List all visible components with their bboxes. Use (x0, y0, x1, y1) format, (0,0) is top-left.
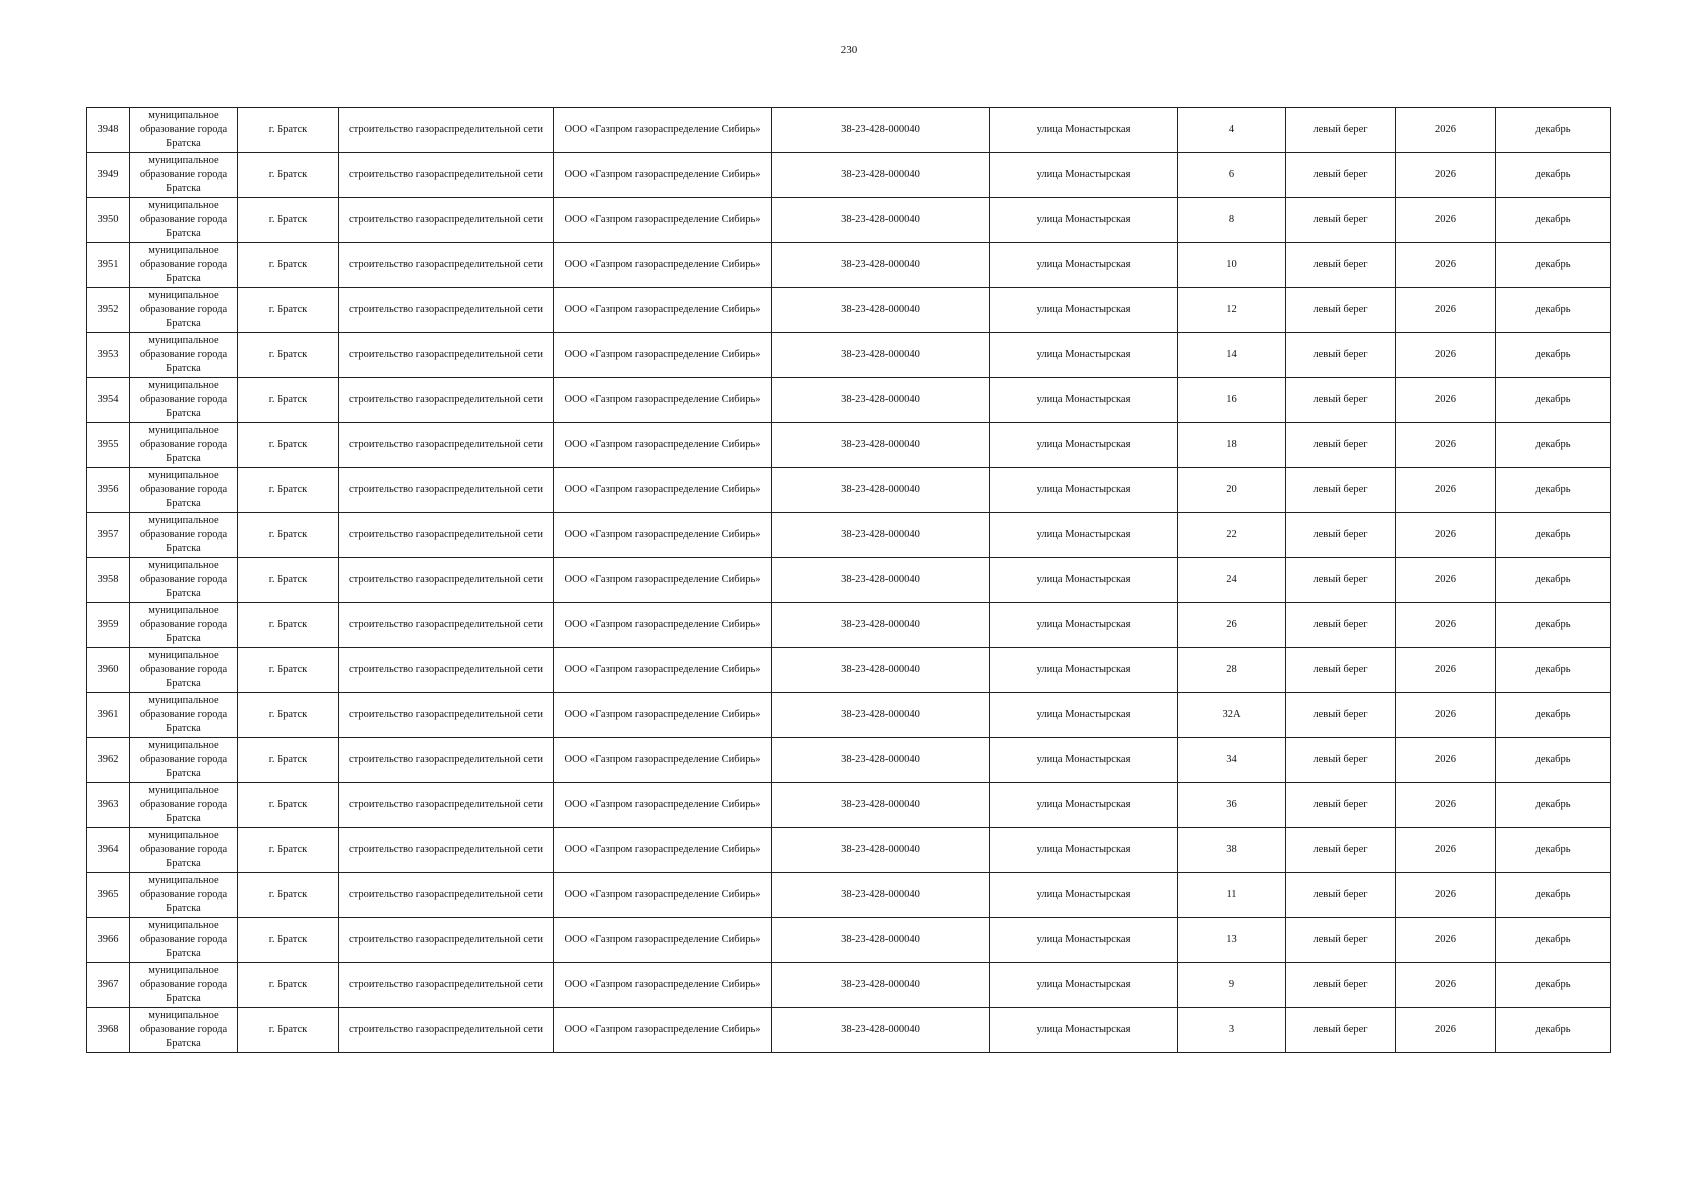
house-number-cell: 9 (1178, 963, 1286, 1008)
row-number-cell: 3956 (87, 468, 130, 513)
year-cell: 2026 (1396, 513, 1496, 558)
object-code-cell: 38-23-428-000040 (772, 963, 990, 1008)
object-code-cell: 38-23-428-000040 (772, 198, 990, 243)
organization-cell: ООО «Газпром газораспределение Сибирь» (554, 1008, 772, 1053)
organization-cell: ООО «Газпром газораспределение Сибирь» (554, 693, 772, 738)
object-code-cell: 38-23-428-000040 (772, 783, 990, 828)
work-type-cell: строительство газораспределительной сети (339, 873, 554, 918)
municipality-cell: муниципальное образование города Братска (130, 603, 238, 648)
city-cell: г. Братск (238, 693, 339, 738)
house-number-cell: 36 (1178, 783, 1286, 828)
street-cell: улица Монастырская (990, 603, 1178, 648)
river-bank-cell: левый берег (1286, 468, 1396, 513)
row-number-cell: 3965 (87, 873, 130, 918)
row-number-cell: 3954 (87, 378, 130, 423)
row-number-cell: 3957 (87, 513, 130, 558)
month-cell: декабрь (1496, 513, 1611, 558)
river-bank-cell: левый берег (1286, 693, 1396, 738)
row-number-cell: 3958 (87, 558, 130, 603)
work-type-cell: строительство газораспределительной сети (339, 1008, 554, 1053)
year-cell: 2026 (1396, 558, 1496, 603)
organization-cell: ООО «Газпром газораспределение Сибирь» (554, 243, 772, 288)
object-code-cell: 38-23-428-000040 (772, 603, 990, 648)
house-number-cell: 28 (1178, 648, 1286, 693)
house-number-cell: 13 (1178, 918, 1286, 963)
work-type-cell: строительство газораспределительной сети (339, 738, 554, 783)
city-cell: г. Братск (238, 288, 339, 333)
year-cell: 2026 (1396, 243, 1496, 288)
municipality-cell: муниципальное образование города Братска (130, 153, 238, 198)
work-type-cell: строительство газораспределительной сети (339, 828, 554, 873)
row-number-cell: 3962 (87, 738, 130, 783)
object-code-cell: 38-23-428-000040 (772, 108, 990, 153)
organization-cell: ООО «Газпром газораспределение Сибирь» (554, 603, 772, 648)
table-row (87, 1008, 1611, 1053)
object-code-cell: 38-23-428-000040 (772, 1008, 990, 1053)
city-cell: г. Братск (238, 243, 339, 288)
month-cell: декабрь (1496, 378, 1611, 423)
river-bank-cell: левый берег (1286, 378, 1396, 423)
city-cell: г. Братск (238, 423, 339, 468)
river-bank-cell: левый берег (1286, 243, 1396, 288)
city-cell: г. Братск (238, 873, 339, 918)
street-cell: улица Монастырская (990, 783, 1178, 828)
street-cell: улица Монастырская (990, 243, 1178, 288)
city-cell: г. Братск (238, 963, 339, 1008)
row-number-cell: 3951 (87, 243, 130, 288)
house-number-cell: 18 (1178, 423, 1286, 468)
city-cell: г. Братск (238, 783, 339, 828)
row-number-cell: 3966 (87, 918, 130, 963)
city-cell: г. Братск (238, 378, 339, 423)
house-number-cell: 34 (1178, 738, 1286, 783)
city-cell: г. Братск (238, 828, 339, 873)
municipality-cell: муниципальное образование города Братска (130, 198, 238, 243)
row-number-cell: 3953 (87, 333, 130, 378)
river-bank-cell: левый берег (1286, 873, 1396, 918)
city-cell: г. Братск (238, 333, 339, 378)
work-type-cell: строительство газораспределительной сети (339, 288, 554, 333)
object-code-cell: 38-23-428-000040 (772, 918, 990, 963)
organization-cell: ООО «Газпром газораспределение Сибирь» (554, 873, 772, 918)
object-code-cell: 38-23-428-000040 (772, 378, 990, 423)
municipality-cell: муниципальное образование города Братска (130, 1008, 238, 1053)
organization-cell: ООО «Газпром газораспределение Сибирь» (554, 648, 772, 693)
object-code-cell: 38-23-428-000040 (772, 558, 990, 603)
municipality-cell: муниципальное образование города Братска (130, 738, 238, 783)
table-row (87, 963, 1611, 1008)
house-number-cell: 20 (1178, 468, 1286, 513)
table-row (87, 243, 1611, 288)
month-cell: декабрь (1496, 918, 1611, 963)
row-number-cell: 3964 (87, 828, 130, 873)
street-cell: улица Монастырская (990, 873, 1178, 918)
house-number-cell: 32А (1178, 693, 1286, 738)
street-cell: улица Монастырская (990, 288, 1178, 333)
house-number-cell: 3 (1178, 1008, 1286, 1053)
house-number-cell: 14 (1178, 333, 1286, 378)
page-number: 230 (840, 44, 858, 56)
month-cell: декабрь (1496, 603, 1611, 648)
organization-cell: ООО «Газпром газораспределение Сибирь» (554, 963, 772, 1008)
object-code-cell: 38-23-428-000040 (772, 738, 990, 783)
river-bank-cell: левый берег (1286, 1008, 1396, 1053)
municipality-cell: муниципальное образование города Братска (130, 648, 238, 693)
house-number-cell: 26 (1178, 603, 1286, 648)
row-number-cell: 3960 (87, 648, 130, 693)
house-number-cell: 10 (1178, 243, 1286, 288)
municipality-cell: муниципальное образование города Братска (130, 558, 238, 603)
river-bank-cell: левый берег (1286, 783, 1396, 828)
row-number-cell: 3963 (87, 783, 130, 828)
river-bank-cell: левый берег (1286, 603, 1396, 648)
year-cell: 2026 (1396, 108, 1496, 153)
month-cell: декабрь (1496, 648, 1611, 693)
organization-cell: ООО «Газпром газораспределение Сибирь» (554, 918, 772, 963)
river-bank-cell: левый берег (1286, 198, 1396, 243)
street-cell: улица Монастырская (990, 648, 1178, 693)
row-number-cell: 3948 (87, 108, 130, 153)
organization-cell: ООО «Газпром газораспределение Сибирь» (554, 423, 772, 468)
house-number-cell: 12 (1178, 288, 1286, 333)
organization-cell: ООО «Газпром газораспределение Сибирь» (554, 378, 772, 423)
object-code-cell: 38-23-428-000040 (772, 648, 990, 693)
city-cell: г. Братск (238, 738, 339, 783)
table-row (87, 873, 1611, 918)
year-cell: 2026 (1396, 693, 1496, 738)
river-bank-cell: левый берег (1286, 828, 1396, 873)
table-row (87, 378, 1611, 423)
year-cell: 2026 (1396, 288, 1496, 333)
table-row (87, 288, 1611, 333)
house-number-cell: 16 (1178, 378, 1286, 423)
house-number-cell: 38 (1178, 828, 1286, 873)
city-cell: г. Братск (238, 918, 339, 963)
river-bank-cell: левый берег (1286, 108, 1396, 153)
municipality-cell: муниципальное образование города Братска (130, 918, 238, 963)
municipality-cell: муниципальное образование города Братска (130, 288, 238, 333)
month-cell: декабрь (1496, 693, 1611, 738)
municipality-cell: муниципальное образование города Братска (130, 963, 238, 1008)
year-cell: 2026 (1396, 1008, 1496, 1053)
work-type-cell: строительство газораспределительной сети (339, 783, 554, 828)
house-number-cell: 4 (1178, 108, 1286, 153)
month-cell: декабрь (1496, 738, 1611, 783)
organization-cell: ООО «Газпром газораспределение Сибирь» (554, 513, 772, 558)
year-cell: 2026 (1396, 378, 1496, 423)
organization-cell: ООО «Газпром газораспределение Сибирь» (554, 153, 772, 198)
city-cell: г. Братск (238, 198, 339, 243)
object-code-cell: 38-23-428-000040 (772, 333, 990, 378)
municipality-cell: муниципальное образование города Братска (130, 783, 238, 828)
river-bank-cell: левый берег (1286, 288, 1396, 333)
work-type-cell: строительство газораспределительной сети (339, 918, 554, 963)
month-cell: декабрь (1496, 288, 1611, 333)
year-cell: 2026 (1396, 738, 1496, 783)
work-type-cell: строительство газораспределительной сети (339, 378, 554, 423)
street-cell: улица Монастырская (990, 108, 1178, 153)
organization-cell: ООО «Газпром газораспределение Сибирь» (554, 738, 772, 783)
house-number-cell: 22 (1178, 513, 1286, 558)
river-bank-cell: левый берег (1286, 558, 1396, 603)
city-cell: г. Братск (238, 513, 339, 558)
month-cell: декабрь (1496, 108, 1611, 153)
year-cell: 2026 (1396, 783, 1496, 828)
city-cell: г. Братск (238, 153, 339, 198)
street-cell: улица Монастырская (990, 333, 1178, 378)
street-cell: улица Монастырская (990, 918, 1178, 963)
year-cell: 2026 (1396, 153, 1496, 198)
year-cell: 2026 (1396, 918, 1496, 963)
year-cell: 2026 (1396, 198, 1496, 243)
street-cell: улица Монастырская (990, 423, 1178, 468)
municipality-cell: муниципальное образование города Братска (130, 378, 238, 423)
work-type-cell: строительство газораспределительной сети (339, 153, 554, 198)
river-bank-cell: левый берег (1286, 513, 1396, 558)
work-type-cell: строительство газораспределительной сети (339, 963, 554, 1008)
city-cell: г. Братск (238, 1008, 339, 1053)
table-row (87, 468, 1611, 513)
municipality-cell: муниципальное образование города Братска (130, 513, 238, 558)
month-cell: декабрь (1496, 558, 1611, 603)
municipality-cell: муниципальное образование города Братска (130, 873, 238, 918)
house-number-cell: 11 (1178, 873, 1286, 918)
city-cell: г. Братск (238, 558, 339, 603)
year-cell: 2026 (1396, 603, 1496, 648)
table-row (87, 783, 1611, 828)
work-type-cell: строительство газораспределительной сети (339, 198, 554, 243)
municipality-cell: муниципальное образование города Братска (130, 828, 238, 873)
object-code-cell: 38-23-428-000040 (772, 288, 990, 333)
year-cell: 2026 (1396, 333, 1496, 378)
row-number-cell: 3961 (87, 693, 130, 738)
work-type-cell: строительство газораспределительной сети (339, 693, 554, 738)
river-bank-cell: левый берег (1286, 963, 1396, 1008)
row-number-cell: 3955 (87, 423, 130, 468)
row-number-cell: 3952 (87, 288, 130, 333)
city-cell: г. Братск (238, 108, 339, 153)
month-cell: декабрь (1496, 468, 1611, 513)
table-body (87, 108, 1611, 1053)
row-number-cell: 3949 (87, 153, 130, 198)
table-row (87, 828, 1611, 873)
river-bank-cell: левый берег (1286, 918, 1396, 963)
row-number-cell: 3959 (87, 603, 130, 648)
city-cell: г. Братск (238, 648, 339, 693)
month-cell: декабрь (1496, 1008, 1611, 1053)
month-cell: декабрь (1496, 873, 1611, 918)
street-cell: улица Монастырская (990, 468, 1178, 513)
year-cell: 2026 (1396, 873, 1496, 918)
work-type-cell: строительство газораспределительной сети (339, 603, 554, 648)
year-cell: 2026 (1396, 468, 1496, 513)
object-code-cell: 38-23-428-000040 (772, 423, 990, 468)
year-cell: 2026 (1396, 828, 1496, 873)
table-row (87, 648, 1611, 693)
street-cell: улица Монастырская (990, 198, 1178, 243)
municipality-cell: муниципальное образование города Братска (130, 468, 238, 513)
year-cell: 2026 (1396, 423, 1496, 468)
city-cell: г. Братск (238, 468, 339, 513)
work-type-cell: строительство газораспределительной сети (339, 648, 554, 693)
table-row (87, 693, 1611, 738)
street-cell: улица Монастырская (990, 828, 1178, 873)
work-type-cell: строительство газораспределительной сети (339, 423, 554, 468)
object-code-cell: 38-23-428-000040 (772, 243, 990, 288)
work-type-cell: строительство газораспределительной сети (339, 468, 554, 513)
table-row (87, 108, 1611, 153)
month-cell: декабрь (1496, 963, 1611, 1008)
house-number-cell: 24 (1178, 558, 1286, 603)
table-row (87, 558, 1611, 603)
street-cell: улица Монастырская (990, 963, 1178, 1008)
municipality-cell: муниципальное образование города Братска (130, 243, 238, 288)
table-row (87, 603, 1611, 648)
street-cell: улица Монастырская (990, 1008, 1178, 1053)
street-cell: улица Монастырская (990, 738, 1178, 783)
month-cell: декабрь (1496, 198, 1611, 243)
object-code-cell: 38-23-428-000040 (772, 828, 990, 873)
work-type-cell: строительство газораспределительной сети (339, 558, 554, 603)
municipality-cell: муниципальное образование города Братска (130, 423, 238, 468)
street-cell: улица Монастырская (990, 378, 1178, 423)
organization-cell: ООО «Газпром газораспределение Сибирь» (554, 558, 772, 603)
month-cell: декабрь (1496, 783, 1611, 828)
work-type-cell: строительство газораспределительной сети (339, 513, 554, 558)
month-cell: декабрь (1496, 333, 1611, 378)
object-code-cell: 38-23-428-000040 (772, 873, 990, 918)
row-number-cell: 3967 (87, 963, 130, 1008)
year-cell: 2026 (1396, 648, 1496, 693)
organization-cell: ООО «Газпром газораспределение Сибирь» (554, 468, 772, 513)
table-row (87, 918, 1611, 963)
month-cell: декабрь (1496, 423, 1611, 468)
organization-cell: ООО «Газпром газораспределение Сибирь» (554, 828, 772, 873)
table-row (87, 513, 1611, 558)
organization-cell: ООО «Газпром газораспределение Сибирь» (554, 333, 772, 378)
house-number-cell: 6 (1178, 153, 1286, 198)
object-code-cell: 38-23-428-000040 (772, 513, 990, 558)
work-type-cell: строительство газораспределительной сети (339, 333, 554, 378)
table-row (87, 738, 1611, 783)
municipality-cell: муниципальное образование города Братска (130, 333, 238, 378)
organization-cell: ООО «Газпром газораспределение Сибирь» (554, 288, 772, 333)
table-row (87, 333, 1611, 378)
river-bank-cell: левый берег (1286, 423, 1396, 468)
object-code-cell: 38-23-428-000040 (772, 468, 990, 513)
organization-cell: ООО «Газпром газораспределение Сибирь» (554, 783, 772, 828)
table-row (87, 198, 1611, 243)
organization-cell: ООО «Газпром газораспределение Сибирь» (554, 108, 772, 153)
gasification-table (86, 107, 1611, 1053)
river-bank-cell: левый берег (1286, 153, 1396, 198)
river-bank-cell: левый берег (1286, 738, 1396, 783)
organization-cell: ООО «Газпром газораспределение Сибирь» (554, 198, 772, 243)
table-row (87, 423, 1611, 468)
house-number-cell: 8 (1178, 198, 1286, 243)
work-type-cell: строительство газораспределительной сети (339, 243, 554, 288)
street-cell: улица Монастырская (990, 558, 1178, 603)
month-cell: декабрь (1496, 828, 1611, 873)
month-cell: декабрь (1496, 243, 1611, 288)
object-code-cell: 38-23-428-000040 (772, 153, 990, 198)
object-code-cell: 38-23-428-000040 (772, 693, 990, 738)
row-number-cell: 3950 (87, 198, 130, 243)
street-cell: улица Монастырская (990, 513, 1178, 558)
table-row (87, 153, 1611, 198)
municipality-cell: муниципальное образование города Братска (130, 108, 238, 153)
work-type-cell: строительство газораспределительной сети (339, 108, 554, 153)
river-bank-cell: левый берег (1286, 648, 1396, 693)
street-cell: улица Монастырская (990, 693, 1178, 738)
row-number-cell: 3968 (87, 1008, 130, 1053)
river-bank-cell: левый берег (1286, 333, 1396, 378)
municipality-cell: муниципальное образование города Братска (130, 693, 238, 738)
street-cell: улица Монастырская (990, 153, 1178, 198)
month-cell: декабрь (1496, 153, 1611, 198)
city-cell: г. Братск (238, 603, 339, 648)
year-cell: 2026 (1396, 963, 1496, 1008)
